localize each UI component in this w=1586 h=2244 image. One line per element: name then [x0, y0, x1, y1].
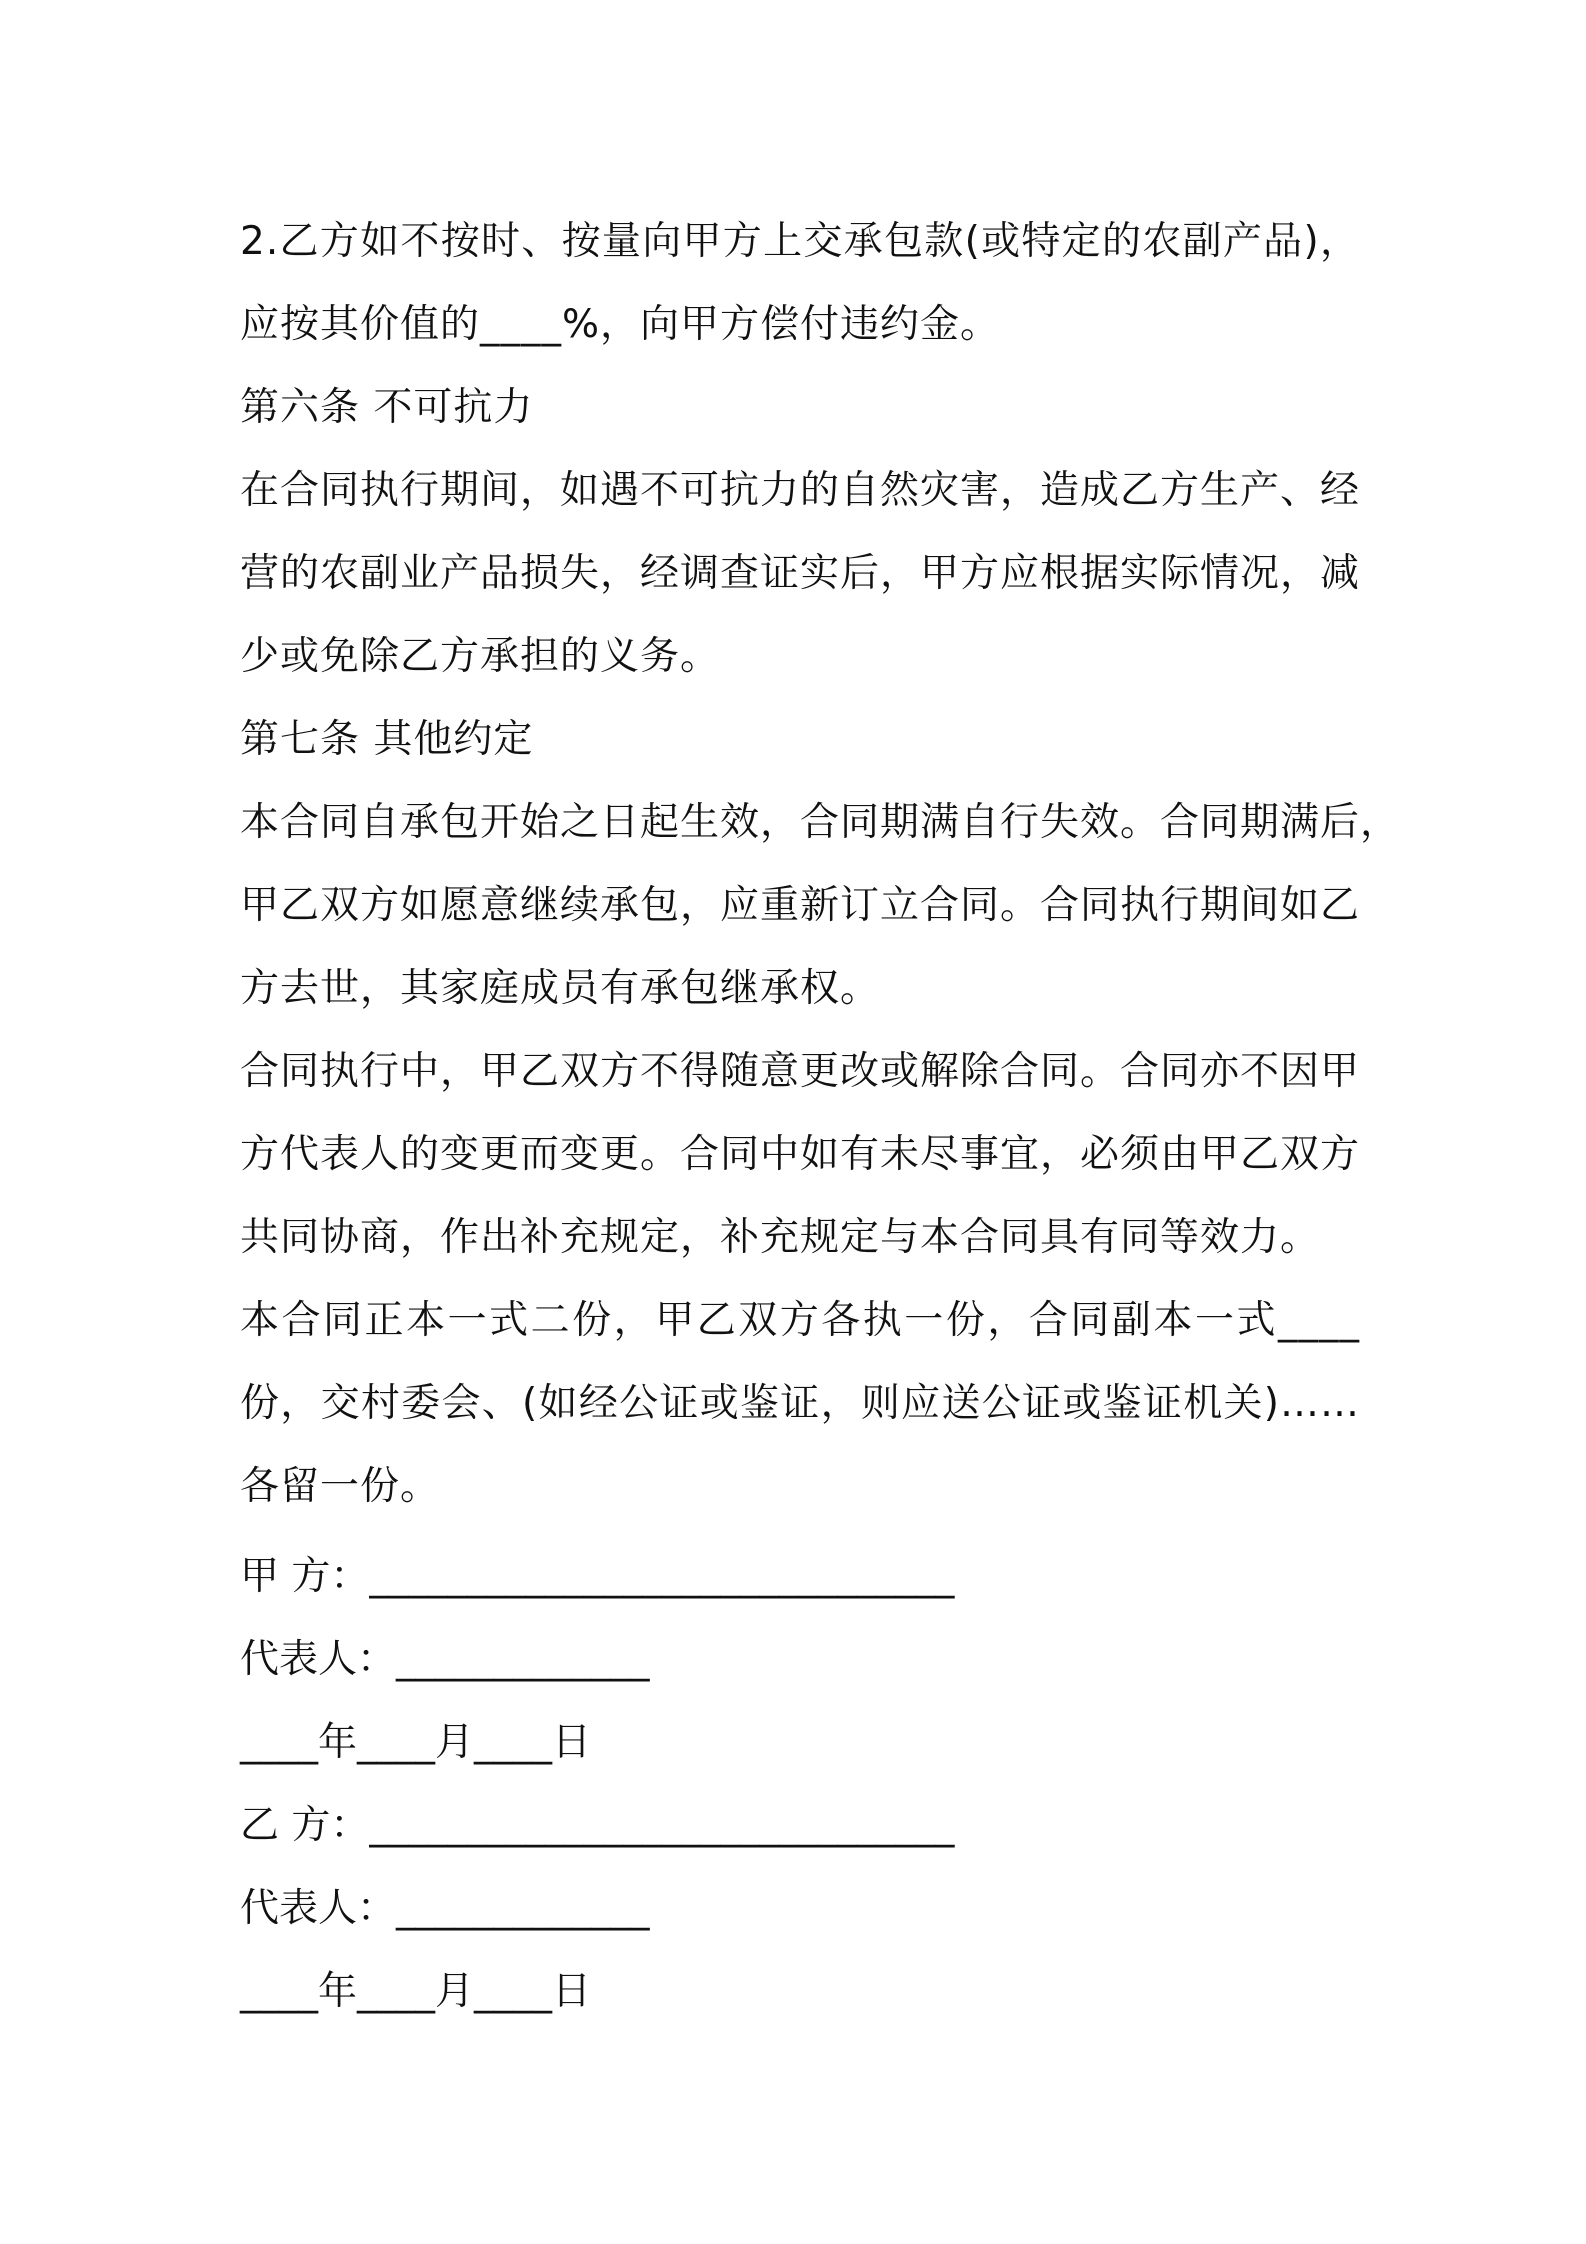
- clause-line: 在合同执行期间，如遇不可抗力的自然灾害，造成乙方生产、经: [240, 468, 1361, 513]
- clause-line: 应按其价值的____%，向甲方偿付违约金。: [240, 302, 1001, 347]
- clause-line: 本合同自承包开始之日起生效，合同期满自行失效。合同期满后，: [240, 800, 1401, 845]
- clause-line: 少或免除乙方承担的义务。: [240, 634, 721, 679]
- article-heading: 第六条 不可抗力: [240, 385, 534, 430]
- party-b-representative-field: 代表人：_____________: [240, 1886, 650, 1931]
- clause-line: 方代表人的变更而变更。合同中如有未尽事宜，必须由甲乙双方: [240, 1132, 1361, 1177]
- contract-body: [240, 200, 1401, 1528]
- party-a-representative-field: 代表人：_____________: [240, 1637, 650, 1682]
- clause-line: 方去世，其家庭成员有承包继承权。: [240, 966, 881, 1011]
- party-a-field: 甲 方：______________________________: [240, 1554, 955, 1599]
- party-b-date-field: ____年____月____日: [240, 1969, 592, 2014]
- clause-line: 各留一份。: [240, 1464, 441, 1509]
- clause-line: 共同协商，作出补充规定，补充规定与本合同具有同等效力。: [240, 1215, 1321, 1260]
- clause-line: 份，交村委会、(如经公证或鉴证，则应送公证或鉴证机关)……: [240, 1381, 1360, 1426]
- clause-line: 营的农副业产品损失，经调查证实后，甲方应根据实际情况，减: [240, 551, 1361, 596]
- article-heading: 第七条 其他约定: [240, 717, 534, 762]
- clause-line: 2.乙方如不按时、按量向甲方上交承包款(或特定的农副产品)，: [240, 219, 1360, 264]
- party-b-field: 乙 方：______________________________: [240, 1803, 955, 1848]
- signature-block-party-a: [240, 1535, 1360, 1784]
- clause-line: 合同执行中，甲乙双方不得随意更改或解除合同。合同亦不因甲: [240, 1049, 1361, 1094]
- signature-block-party-b: [240, 1784, 1360, 2033]
- clause-line: 甲乙双方如愿意继续承包，应重新订立合同。合同执行期间如乙: [240, 883, 1361, 928]
- party-a-date-field: ____年____月____日: [240, 1720, 592, 1765]
- clause-line: 本合同正本一式二份，甲乙双方各执一份，合同副本一式____: [240, 1298, 1360, 1343]
